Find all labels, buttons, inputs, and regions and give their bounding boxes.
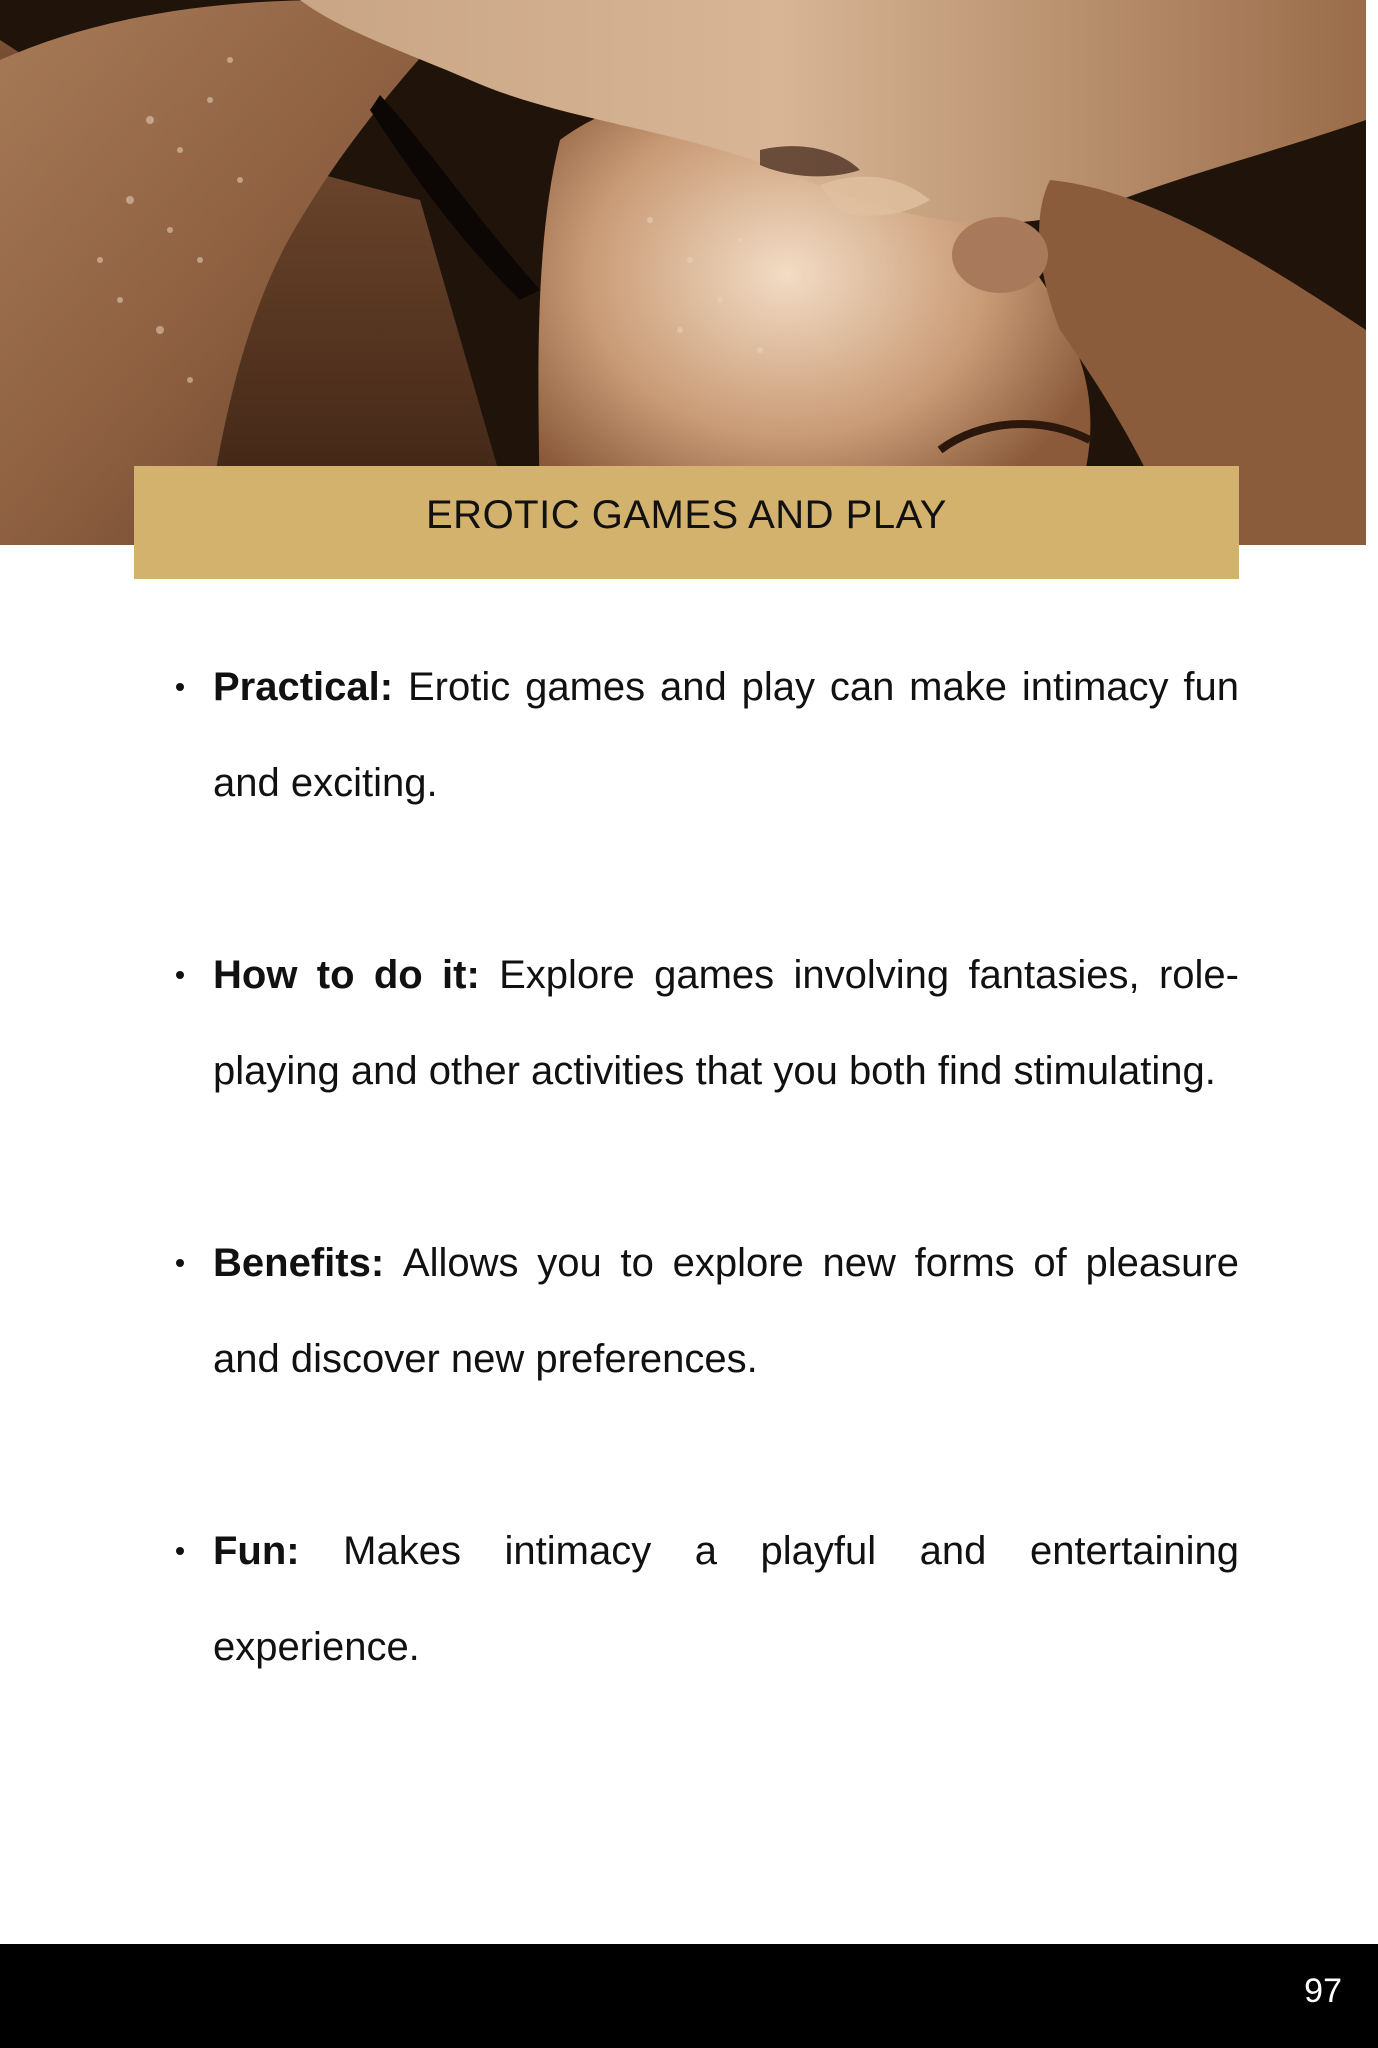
bullet-list <box>213 639 1239 1695</box>
list-item <box>213 927 1239 1119</box>
page-number: 97 <box>1304 1972 1342 2010</box>
list-item <box>213 639 1239 831</box>
bullet-text: Makes intimacy a playful and entertaining experience. <box>213 1529 1239 1669</box>
bullet-text: Erotic games and play can make intimacy fun and exciting. <box>213 665 1240 805</box>
page-footer <box>0 1944 1378 2048</box>
hero-photo-illustration <box>0 0 1366 545</box>
bullet-icon <box>176 971 184 979</box>
bullet-text: Explore games involving fantasies, role-playing and other activities that you both find stimulating. <box>213 953 1239 1093</box>
bullet-icon <box>176 1547 184 1555</box>
list-item <box>213 1215 1239 1407</box>
bullet-icon <box>176 1259 184 1267</box>
title-band <box>134 466 1239 579</box>
page-title: EROTIC GAMES AND PLAY <box>426 493 947 537</box>
bullet-icon <box>176 683 184 691</box>
bullet-term: Fun: <box>213 1529 344 1573</box>
bullet-text: Allows you to explore new forms of pleasure and discover new preferences. <box>213 1241 1239 1381</box>
bullet-term: How to do it: <box>213 953 500 997</box>
bullet-term: Benefits: <box>213 1241 403 1285</box>
hero-photo <box>0 0 1366 545</box>
list-item <box>213 1503 1239 1695</box>
content-area <box>213 639 1239 1791</box>
bullet-term: Practical: <box>213 665 408 709</box>
